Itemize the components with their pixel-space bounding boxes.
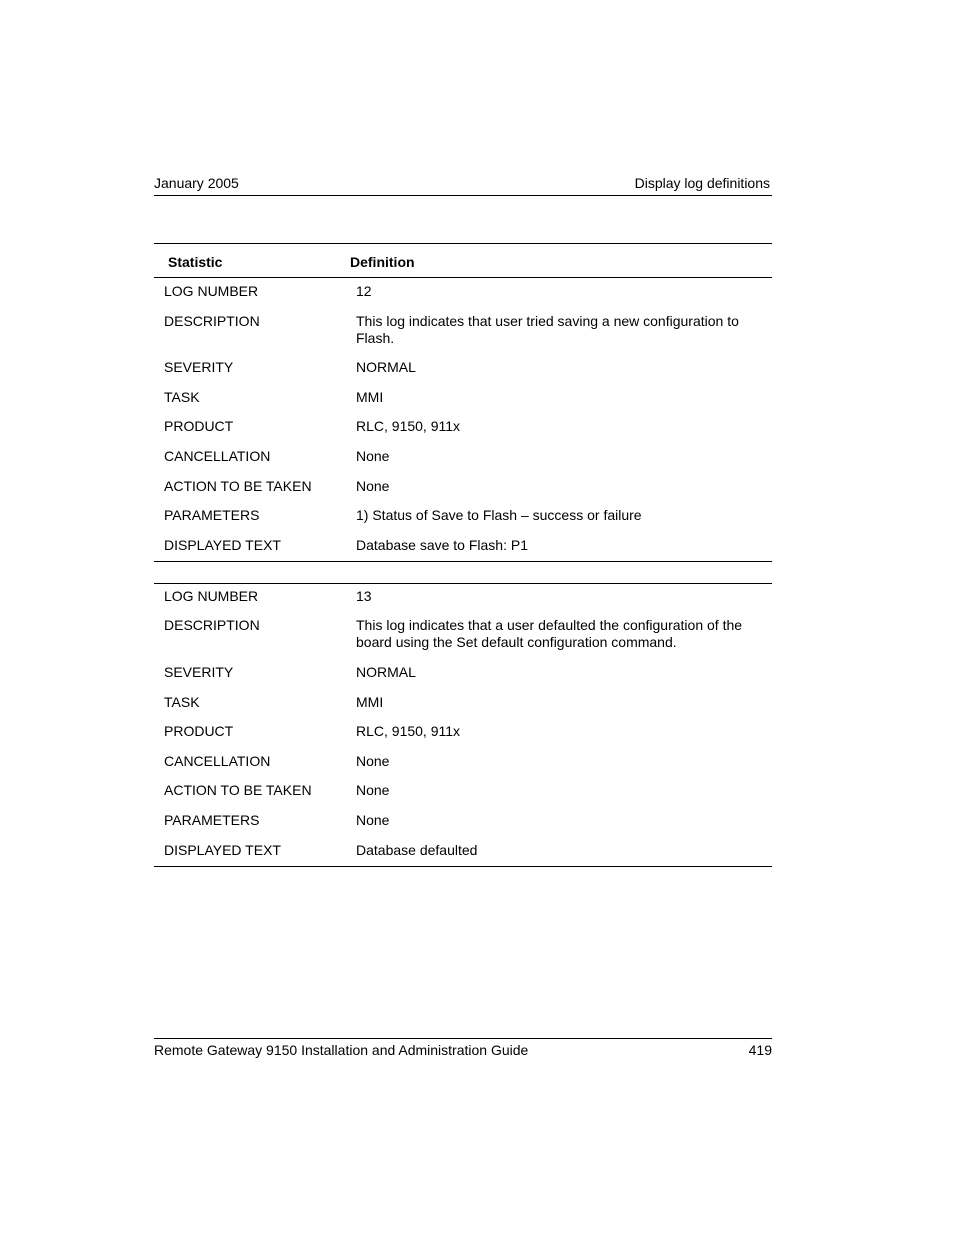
statistic-cell: PRODUCT <box>164 418 234 435</box>
table-row <box>154 842 772 859</box>
definition-cell: MMI <box>356 388 384 405</box>
definition-cell: 12 <box>356 283 372 299</box>
definition-cell: None <box>356 447 390 464</box>
definition-cell: This log indicates that a user defaulted the configuration of the board using the Set default configuration command. <box>356 617 743 651</box>
running-footer <box>154 1038 772 1063</box>
statistic-cell: ACTION TO BE TAKEN <box>164 477 312 494</box>
definition-cell: None <box>356 782 390 799</box>
table-row <box>154 723 772 740</box>
statistic-cell: ACTION TO BE TAKEN <box>164 782 312 799</box>
statistic-cell: PARAMETERS <box>164 811 260 828</box>
log-block-12 <box>154 278 772 562</box>
log-definitions-table <box>154 243 772 867</box>
definition-cell: Database save to Flash: P1 <box>356 536 528 553</box>
table-row <box>154 507 772 524</box>
header-date: January 2005 <box>154 175 239 191</box>
definition-cell: RLC, 9150, 911x <box>356 418 461 435</box>
table-header-row <box>154 244 772 278</box>
definition-cell: 1) Status of Save to Flash – success or failure <box>356 507 642 524</box>
definition-cell: RLC, 9150, 911x <box>356 723 461 740</box>
table-row <box>154 617 772 651</box>
statistic-cell: PARAMETERS <box>164 507 260 524</box>
definition-cell: NORMAL <box>356 663 416 680</box>
statistic-cell: SEVERITY <box>164 359 234 376</box>
statistic-cell: TASK <box>164 388 200 405</box>
statistic-cell: CANCELLATION <box>164 752 271 769</box>
table-row <box>154 812 772 829</box>
statistic-cell: DISPLAYED TEXT <box>164 841 281 858</box>
table-row <box>154 664 772 681</box>
table-row <box>154 588 772 605</box>
table-row <box>154 313 772 347</box>
column-header-statistic: Statistic <box>168 254 223 270</box>
statistic-cell: CANCELLATION <box>164 447 271 464</box>
statistic-cell: SEVERITY <box>164 663 234 680</box>
running-header <box>154 174 772 196</box>
statistic-cell: TASK <box>164 693 200 710</box>
statistic-cell: PRODUCT <box>164 723 234 740</box>
definition-cell: None <box>356 752 390 769</box>
statistic-cell: DESCRIPTION <box>164 617 260 634</box>
statistic-cell: DISPLAYED TEXT <box>164 536 281 553</box>
statistic-cell: LOG NUMBER <box>164 283 259 299</box>
table-row <box>154 448 772 465</box>
definition-cell: Database defaulted <box>356 841 478 858</box>
table-row <box>154 782 772 799</box>
table-row <box>154 694 772 711</box>
definition-cell: None <box>356 811 390 828</box>
log-block-13 <box>154 584 772 867</box>
header-section-title: Display log definitions <box>634 175 770 191</box>
page-number: 419 <box>748 1042 772 1058</box>
table-row <box>154 537 772 554</box>
footer-document-title: Remote Gateway 9150 Installation and Administration Guide <box>154 1042 529 1058</box>
table-row <box>154 389 772 406</box>
definition-cell: 13 <box>356 587 372 604</box>
statistic-cell: LOG NUMBER <box>164 587 259 604</box>
definition-cell: MMI <box>356 693 384 710</box>
table-row <box>154 359 772 376</box>
definition-cell: None <box>356 477 390 494</box>
statistic-cell: DESCRIPTION <box>164 312 260 329</box>
table-row <box>154 753 772 770</box>
column-header-definition: Definition <box>350 254 415 270</box>
definition-cell: This log indicates that user tried saving a new configuration to Flash. <box>356 312 739 346</box>
block-separator <box>154 562 772 584</box>
table-row <box>154 418 772 435</box>
definition-cell: NORMAL <box>356 359 416 376</box>
table-row <box>154 478 772 495</box>
table-row <box>154 283 772 300</box>
